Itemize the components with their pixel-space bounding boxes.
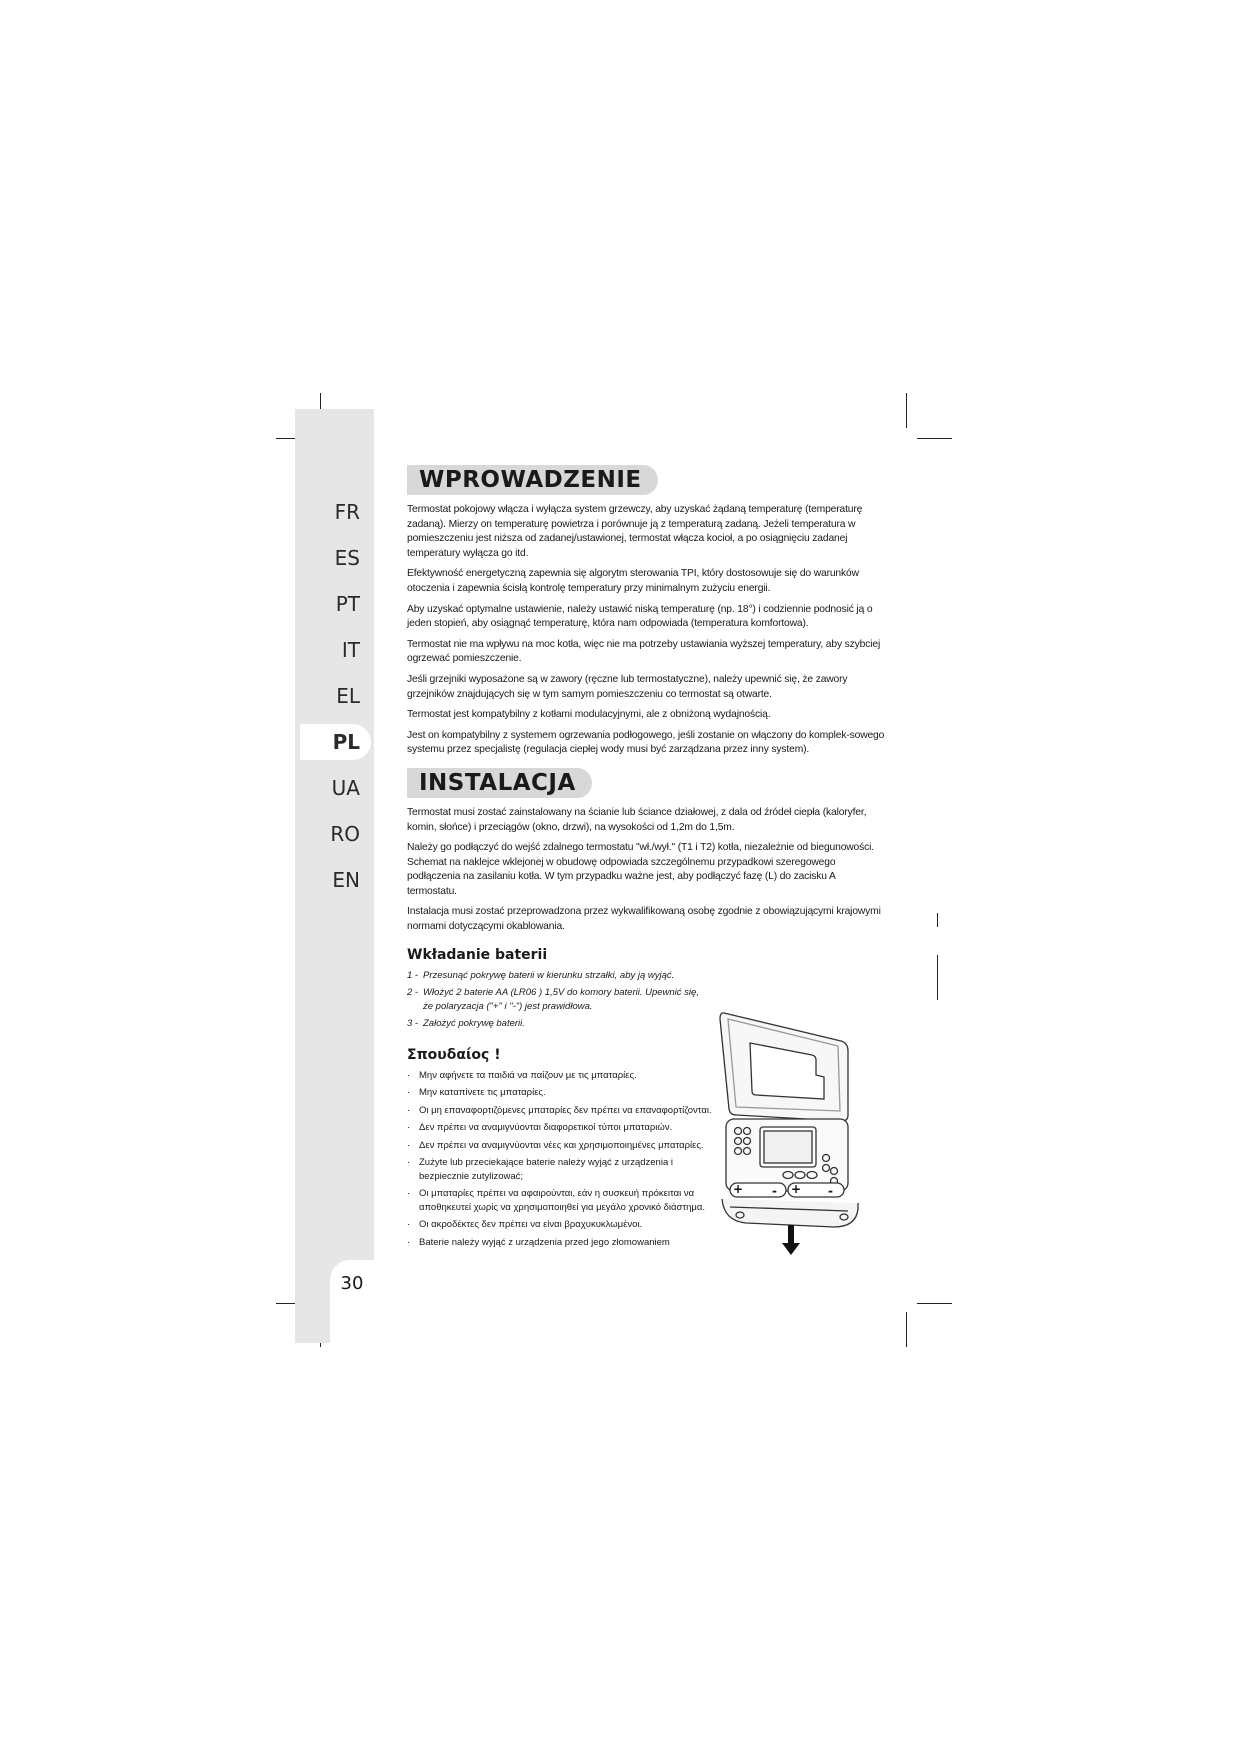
crop-mark — [917, 438, 952, 439]
crop-mark — [906, 1312, 907, 1347]
lang-tab-en[interactable]: EN — [332, 868, 360, 892]
intro-paragraph: Termostat nie ma wpływu na moc kotła, więc nie ma potrzeby ustawiania wyższej temperatury, aby szybciej ogrzewać pomieszczenie. — [407, 638, 881, 665]
list-item: · Οι μπαταρίες πρέπει να αφαιρούνται, εάν η συσκευή πρόκειται να αποθηκευτεί χωρίς να χρησιμοποιηθεί για μεγάλο χρονικό διάστημα. — [407, 1187, 717, 1214]
list-item: 3 - Założyć pokrywę baterii. — [407, 1017, 525, 1029]
warning-list — [407, 1069, 717, 1250]
list-item: · Οι μη επαναφορτιζόμενες μπαταρίες δεν πρέπει να επαναφορτίζονται. — [407, 1104, 717, 1118]
lang-tab-es[interactable]: ES — [334, 546, 360, 570]
plus-label: + — [733, 1182, 744, 1196]
install-paragraph: Termostat musi zostać zainstalowany na ścianie lub ściance działowej, z dala od źródeł ciepła (kaloryfer, komin, słońce) i przeciągów (okno, drzwi), na wysokości od 1,2m do 1,5m. — [407, 806, 867, 833]
lang-tab-ua[interactable]: UA — [331, 776, 360, 800]
crop-mark — [906, 393, 907, 428]
plus-label: + — [791, 1182, 802, 1196]
intro-paragraph: Jeśli grzejniki wyposażone są w zawory (ręczne lub termostatyczne), należy upewnić się, że zawory grzejników znajdujących się w tym samym pomieszczeniu co termostat są otwarte. — [407, 673, 848, 700]
list-item: · Baterie należy wyjąć z urządzenia przed jego złomowaniem — [407, 1236, 717, 1250]
install-paragraph: Należy go podłączyć do wejść zdalnego termostatu "wł./wył." (T1 i T2) kotła, niezależnie od biegunowości. Schemat na naklejce wklejonej w obudowę odpowiada szczególnemu przypadkowi szeregowego podłączenia na zasilaniu kotła. W tym przypadku ważne jest, aby podłączyć fazę (L) do zacisku A termostatu. — [407, 842, 874, 897]
intro-paragraph: Jest on kompatybilny z systemem ogrzewania podłogowego, jeśli zostanie on włączony do komplek-sowego systemu przez specjalistę (regulacja ciepłej wody musi być zarządzana przez inny system). — [407, 729, 885, 756]
list-item: · Δεν πρέπει να αναμιγνύονται διαφορετικοί τύποι μπαταριών. — [407, 1121, 717, 1135]
crop-mark — [937, 955, 938, 1000]
intro-paragraph: Termostat jest kompatybilny z kotłami modulacyjnymi, ale z obniżoną wydajnością. — [407, 709, 771, 721]
section-heading-intro: WPROWADZENIE — [407, 465, 658, 495]
list-item: · Οι ακροδέκτες δεν πρέπει να είναι βραχυκυκλωμένοι. — [407, 1218, 717, 1232]
thermostat-battery-illustration — [716, 1003, 876, 1273]
battery-heading: Wkładanie baterii — [407, 946, 548, 963]
battery-steps — [407, 969, 699, 1031]
language-list — [300, 494, 366, 908]
list-item: · Zużyte lub przeciekające baterie należy wyjąć z urządzenia i bezpiecznie zutylizować; — [407, 1156, 717, 1183]
list-item: · Μην αφήνετε τα παιδιά να παίζουν με τις μπαταρίες. — [407, 1069, 717, 1083]
minus-label: - — [828, 1184, 833, 1198]
down-arrow-icon — [782, 1225, 800, 1255]
intro-paragraph: Termostat pokojowy włącza i wyłącza system grzewczy, aby uzyskać żądaną temperaturę (temperaturę zadaną). Mierzy on temperaturę powietrza i porównuje ją z temperaturą zadaną. Jeżeli temperatura w pomieszczeniu jest niższa od zadanej/ustawionej, termostat włącza kocioł, a po osiągnięciu zadanej temperatury wyłącza go itd. — [407, 504, 863, 559]
list-item: · Μην καταπίνετε τις μπαταρίες. — [407, 1086, 717, 1100]
section-heading-install: INSTALACJA — [407, 768, 592, 798]
lang-tab-el[interactable]: EL — [336, 684, 360, 708]
list-item: 1 - Przesunąć pokrywę baterii w kierunku strzałki, aby ją wyjąć. — [407, 969, 675, 981]
lang-tab-fr[interactable]: FR — [334, 500, 360, 524]
intro-paragraph: Aby uzyskać optymalne ustawienie, należy ustawić niską temperaturę (np. 18°) i codziennie podnosić ją o jeden stopień, aby osiągnąć temperaturę, która nam odpowiada (temperatura komfortowa). — [407, 603, 873, 630]
lang-tab-ro[interactable]: RO — [330, 822, 360, 846]
warning-heading: Σπουδαίος ! — [407, 1046, 501, 1063]
page-number: 30 — [340, 1273, 364, 1294]
crop-mark — [937, 913, 938, 927]
minus-label: - — [772, 1184, 777, 1198]
install-paragraph: Instalacja musi zostać przeprowadzona przez wykwalifikowaną osobę zgodnie z obowiązującymi krajowymi normami dotyczącymi okablowania. — [407, 906, 881, 933]
lang-tab-pl[interactable]: PL — [300, 724, 371, 760]
lang-tab-it[interactable]: IT — [341, 638, 360, 662]
intro-paragraph: Efektywność energetyczną zapewnia się algorytm sterowania TPI, który dostosowuje się do warunków otoczenia i zapewnia ścisłą kontrolę temperatury przy minimalnym zużyciu energii. — [407, 568, 859, 594]
list-item: · Δεν πρέπει να αναμιγνύονται νέες και χρησιμοποιημένες μπαταρίες. — [407, 1139, 717, 1153]
crop-mark — [917, 1303, 952, 1304]
list-item: 2 - Włożyć 2 baterie AA (LR06 ) 1,5V do komory baterii. Upewnić się, że polaryzacja ("+" i "-") jest prawidłowa. — [407, 986, 699, 1012]
lang-tab-pt[interactable]: PT — [335, 592, 360, 616]
